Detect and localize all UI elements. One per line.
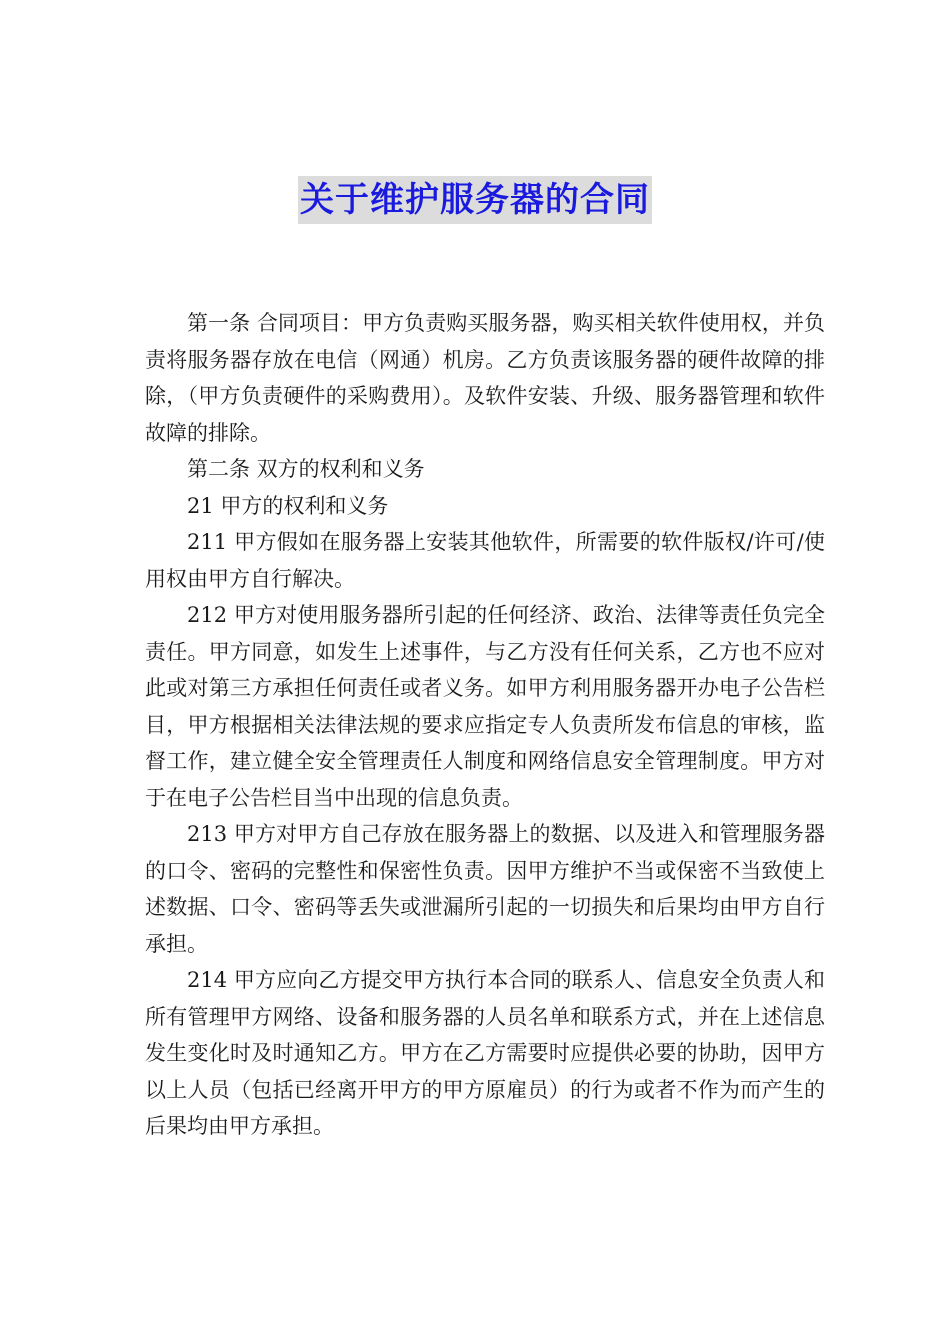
title-container — [0, 176, 950, 224]
paragraph-article-1: 第一条 合同项目：甲方负责购买服务器，购买相关软件使用权，并负责将服务器存放在电信（网通）机房。乙方负责该服务器的硬件故障的排除，（甲方负责硬件的采购费用）。及软件安装、升级、服务器管理和软件故障的排除。 — [145, 311, 825, 445]
paragraph-clause-211: 211 甲方假如在服务器上安装其他软件，所需要的软件版权/许可/使用权由甲方自行解决。 — [145, 530, 825, 591]
paragraph-clause-214: 214 甲方应向乙方提交甲方执行本合同的联系人、信息安全负责人和所有管理甲方网络、设备和服务器的人员名单和联系方式，并在上述信息发生变化时及时通知乙方。甲方在乙方需要时应提供必要的协助，因甲方以上人员（包括已经离开甲方的甲方原雇员）的行为或者不作为而产生的后果均由甲方承担。 — [145, 968, 825, 1138]
document-body — [145, 305, 825, 1145]
document-title: 关于维护服务器的合同 — [298, 176, 652, 224]
paragraph-clause-213: 213 甲方对甲方自己存放在服务器上的数据、以及进入和管理服务器的口令、密码的完整性和保密性负责。因甲方维护不当或保密不当致使上述数据、口令、密码等丢失或泄漏所引起的一切损失和后果均由甲方自行承担。 — [145, 822, 825, 956]
paragraph-article-2-heading: 第二条 双方的权利和义务 — [187, 457, 425, 481]
paragraph-clause-212: 212 甲方对使用服务器所引起的任何经济、政治、法律等责任负完全责任。甲方同意，如发生上述事件，与乙方没有任何关系，乙方也不应对此或对第三方承担任何责任或者义务。如甲方利用服务器开办电子公告栏目，甲方根据相关法律法规的要求应指定专人负责所发布信息的审核，监督工作，建立健全安全管理责任人制度和网络信息安全管理制度。甲方对于在电子公告栏目当中出现的信息负责。 — [145, 603, 825, 810]
paragraph-section-21-heading: 21 甲方的权利和义务 — [187, 493, 389, 518]
